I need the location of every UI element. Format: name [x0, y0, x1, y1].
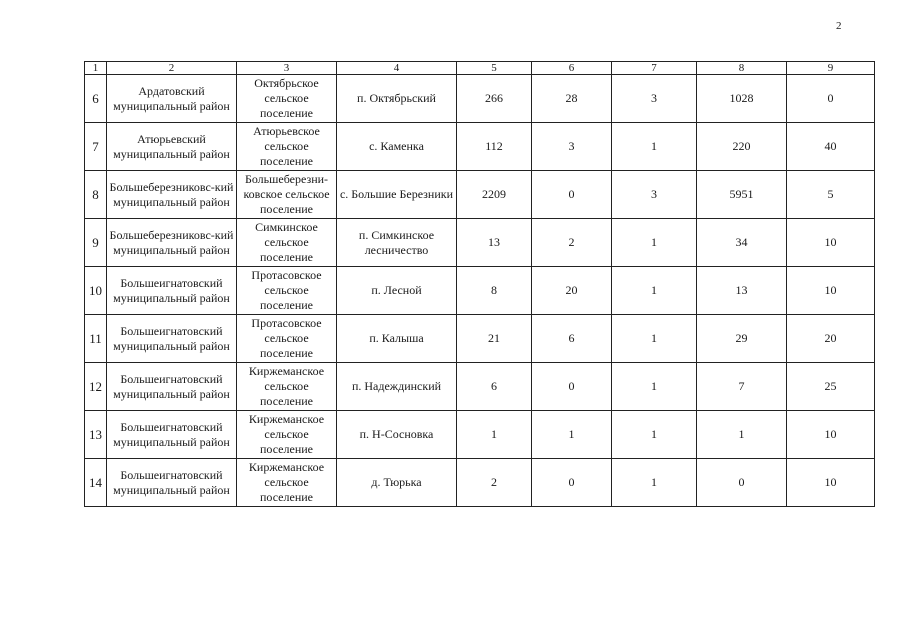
locality-cell: с. Большие Березники	[337, 171, 457, 219]
row-number: 8	[85, 171, 107, 219]
value-cell: 0	[697, 459, 787, 507]
table-row	[85, 171, 875, 219]
column-header: 3	[237, 62, 337, 75]
column-header: 5	[457, 62, 532, 75]
row-number: 12	[85, 363, 107, 411]
settlement-cell: Октябрьское сельское поселение	[237, 75, 337, 123]
value-cell: 21	[457, 315, 532, 363]
value-cell: 1	[612, 411, 697, 459]
table-row	[85, 267, 875, 315]
value-cell: 7	[697, 363, 787, 411]
value-cell: 5951	[697, 171, 787, 219]
table-row	[85, 459, 875, 507]
value-cell: 1	[612, 363, 697, 411]
locality-cell: п. Симкинское лесничество	[337, 219, 457, 267]
district-cell: Большеигнатовский муниципальный район	[107, 267, 237, 315]
district-cell: Атюрьевский муниципальный район	[107, 123, 237, 171]
row-number: 14	[85, 459, 107, 507]
value-cell: 28	[532, 75, 612, 123]
value-cell: 112	[457, 123, 532, 171]
row-number: 6	[85, 75, 107, 123]
district-cell: Ардатовский муниципальный район	[107, 75, 237, 123]
district-cell: Большеигнатовский муниципальный район	[107, 315, 237, 363]
value-cell: 2	[457, 459, 532, 507]
locality-cell: п. Н-Сосновка	[337, 411, 457, 459]
value-cell: 29	[697, 315, 787, 363]
value-cell: 25	[787, 363, 875, 411]
locality-cell: п. Октябрьский	[337, 75, 457, 123]
value-cell: 1	[612, 315, 697, 363]
value-cell: 220	[697, 123, 787, 171]
column-header: 7	[612, 62, 697, 75]
value-cell: 13	[697, 267, 787, 315]
locality-cell: п. Лесной	[337, 267, 457, 315]
row-number: 9	[85, 219, 107, 267]
settlement-cell: Большеберезни-ковское сельское поселение	[237, 171, 337, 219]
settlement-cell: Атюрьевское сельское поселение	[237, 123, 337, 171]
value-cell: 1	[457, 411, 532, 459]
value-cell: 1	[697, 411, 787, 459]
value-cell: 0	[532, 171, 612, 219]
district-cell: Большеигнатовский муниципальный район	[107, 411, 237, 459]
locality-cell: п. Надеждинский	[337, 363, 457, 411]
value-cell: 13	[457, 219, 532, 267]
value-cell: 1	[612, 459, 697, 507]
district-cell: Большеберезниковс-кий муниципальный район	[107, 171, 237, 219]
row-number: 11	[85, 315, 107, 363]
value-cell: 0	[532, 459, 612, 507]
value-cell: 40	[787, 123, 875, 171]
district-cell: Большеигнатовский муниципальный район	[107, 363, 237, 411]
district-cell: Большеигнатовский муниципальный район	[107, 459, 237, 507]
row-number: 10	[85, 267, 107, 315]
column-header: 8	[697, 62, 787, 75]
locality-cell: с. Каменка	[337, 123, 457, 171]
value-cell: 10	[787, 459, 875, 507]
value-cell: 3	[612, 75, 697, 123]
value-cell: 3	[532, 123, 612, 171]
settlement-cell: Киржеманское сельское поселение	[237, 363, 337, 411]
value-cell: 1028	[697, 75, 787, 123]
column-header: 1	[85, 62, 107, 75]
table-row	[85, 219, 875, 267]
settlement-cell: Протасовское сельское поселение	[237, 267, 337, 315]
settlement-cell: Симкинское сельское поселение	[237, 219, 337, 267]
value-cell: 8	[457, 267, 532, 315]
district-cell: Большеберезниковс-кий муниципальный район	[107, 219, 237, 267]
value-cell: 20	[532, 267, 612, 315]
value-cell: 10	[787, 219, 875, 267]
value-cell: 6	[532, 315, 612, 363]
table-row	[85, 75, 875, 123]
page-number: 2	[836, 20, 842, 32]
value-cell: 20	[787, 315, 875, 363]
value-cell: 1	[612, 219, 697, 267]
settlement-cell: Киржеманское сельское поселение	[237, 411, 337, 459]
value-cell: 3	[612, 171, 697, 219]
data-table	[84, 61, 875, 507]
column-number-row	[85, 62, 875, 75]
value-cell: 2	[532, 219, 612, 267]
value-cell: 1	[612, 267, 697, 315]
column-header: 9	[787, 62, 875, 75]
value-cell: 0	[787, 75, 875, 123]
value-cell: 0	[532, 363, 612, 411]
value-cell: 10	[787, 411, 875, 459]
table-row	[85, 411, 875, 459]
row-number: 7	[85, 123, 107, 171]
table-row	[85, 315, 875, 363]
locality-cell: д. Тюрька	[337, 459, 457, 507]
value-cell: 1	[612, 123, 697, 171]
value-cell: 34	[697, 219, 787, 267]
table-row	[85, 363, 875, 411]
value-cell: 266	[457, 75, 532, 123]
row-number: 13	[85, 411, 107, 459]
locality-cell: п. Калыша	[337, 315, 457, 363]
column-header: 2	[107, 62, 237, 75]
value-cell: 1	[532, 411, 612, 459]
value-cell: 5	[787, 171, 875, 219]
value-cell: 2209	[457, 171, 532, 219]
settlement-cell: Киржеманское сельское поселение	[237, 459, 337, 507]
settlement-cell: Протасовское сельское поселение	[237, 315, 337, 363]
value-cell: 6	[457, 363, 532, 411]
table-row	[85, 123, 875, 171]
column-header: 4	[337, 62, 457, 75]
value-cell: 10	[787, 267, 875, 315]
column-header: 6	[532, 62, 612, 75]
